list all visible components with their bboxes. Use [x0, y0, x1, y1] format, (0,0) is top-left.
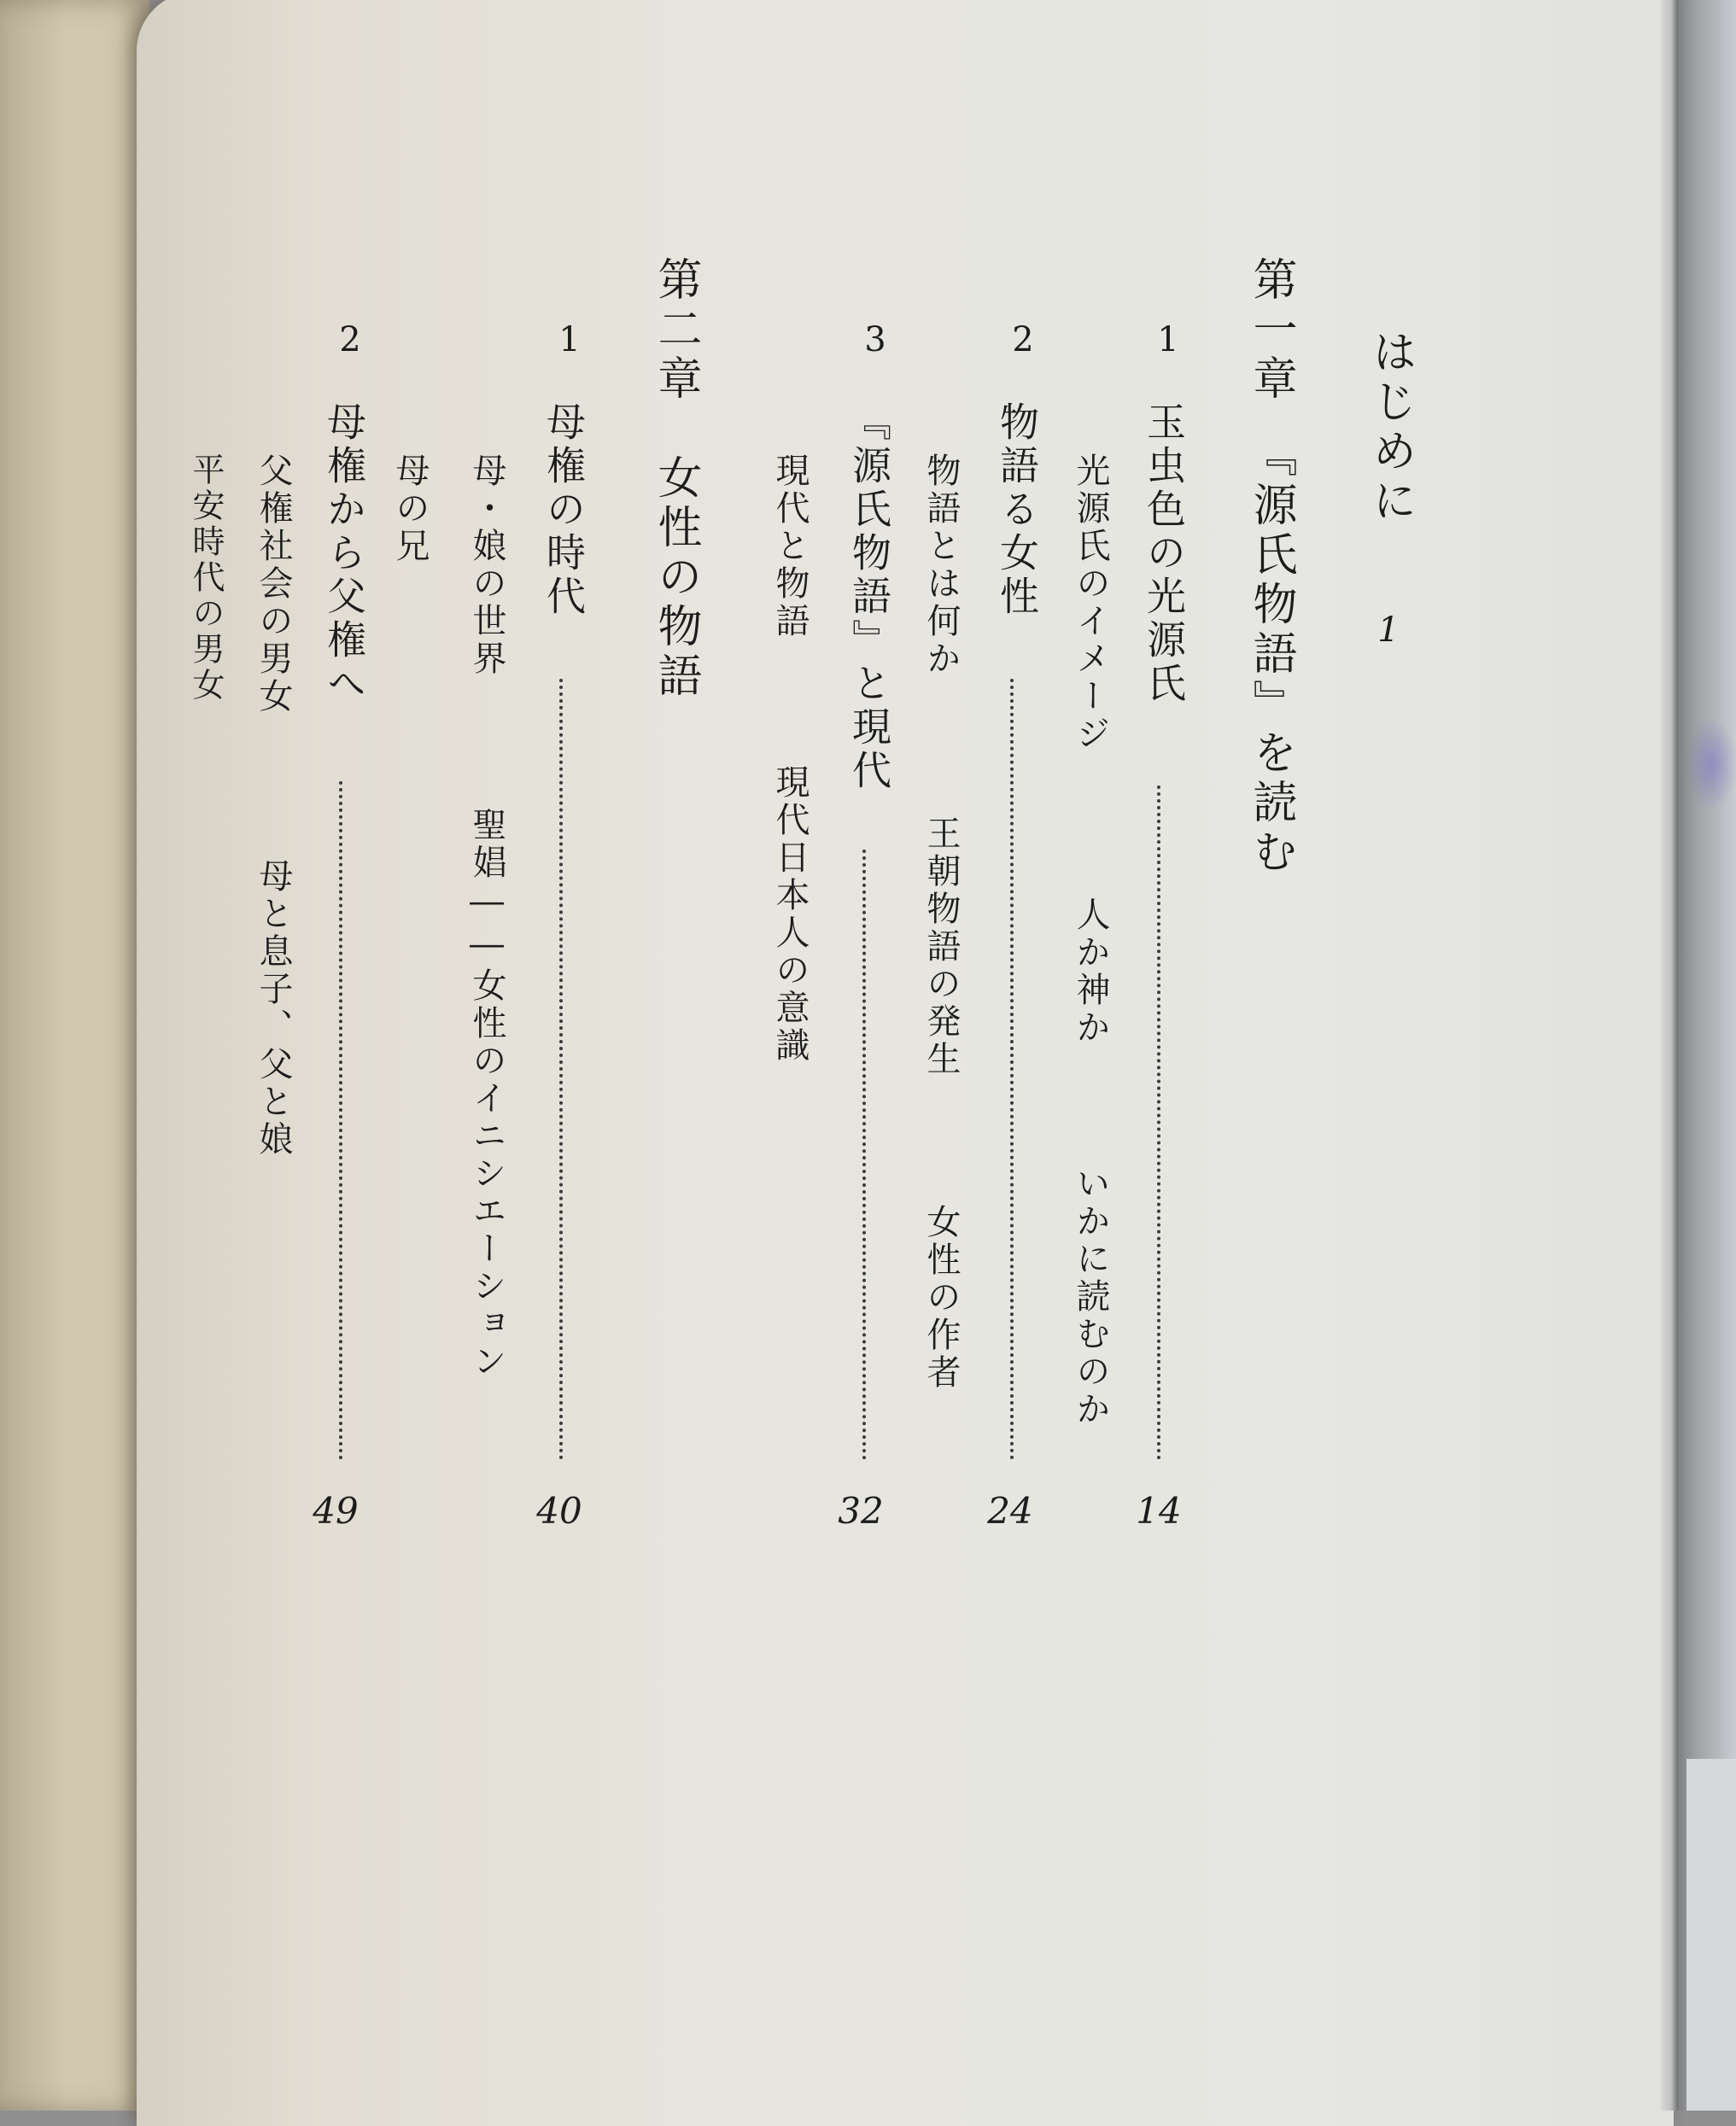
section-number: 2: [330, 320, 370, 359]
topic: 光源氏のイメージ: [1071, 453, 1110, 753]
facing-page: [0, 0, 149, 2111]
section-number: 3: [856, 320, 895, 359]
section-number: 1: [550, 320, 589, 359]
topic: 王朝物語の発生: [921, 815, 961, 1078]
section-number: 2: [1003, 320, 1043, 359]
topic: 人か神か: [1071, 897, 1110, 1047]
leader-dots: [559, 679, 563, 1460]
topic: 母と息子、父と娘: [254, 858, 293, 1159]
topic: 平安時代の男女: [187, 453, 225, 704]
section-number: 1: [1149, 320, 1188, 359]
topic: 現代日本人の意識: [770, 764, 810, 1065]
topic: 母の兄: [390, 453, 430, 565]
page-number: 14: [1136, 1490, 1182, 1532]
page-number: 24: [987, 1490, 1033, 1532]
section-title: 『源氏物語』と現代: [846, 401, 892, 793]
page-number: 40: [536, 1490, 582, 1532]
page-number: 32: [838, 1490, 884, 1532]
chapter1-title: 第一章 『源氏物語』を読む: [1245, 256, 1296, 878]
page-edge: [1661, 0, 1678, 2111]
topic: 聖娼――女性のイニシエーション: [467, 807, 506, 1381]
ink-smudge: [1686, 717, 1736, 811]
section-title: 母権から父権へ: [321, 401, 367, 706]
topic: 父権社会の男女: [254, 453, 293, 715]
section-title: 玉虫色の光源氏: [1141, 401, 1187, 706]
page-number: 49: [313, 1490, 359, 1532]
leader-dots: [339, 781, 342, 1460]
topic: いかに読むのか: [1071, 1165, 1110, 1428]
leader-dots: [862, 850, 866, 1460]
topic: 物語とは何か: [921, 453, 961, 678]
background-surface-lower: [1686, 1759, 1736, 2111]
leader-dots: [1010, 679, 1014, 1460]
section-title: 物語る女性: [994, 401, 1040, 619]
topic: 母・娘の世界: [467, 453, 506, 678]
contents-page: [137, 0, 1674, 2126]
preface-page: 1: [1369, 610, 1408, 650]
chapter2-title: 第二章 女性の物語: [650, 256, 701, 702]
leader-dots: [1157, 786, 1160, 1460]
topic: 現代と物語: [770, 453, 810, 640]
preface-title: はじめに: [1365, 329, 1416, 527]
topic: 女性の作者: [921, 1204, 961, 1392]
section-title: 母権の時代: [541, 401, 587, 619]
